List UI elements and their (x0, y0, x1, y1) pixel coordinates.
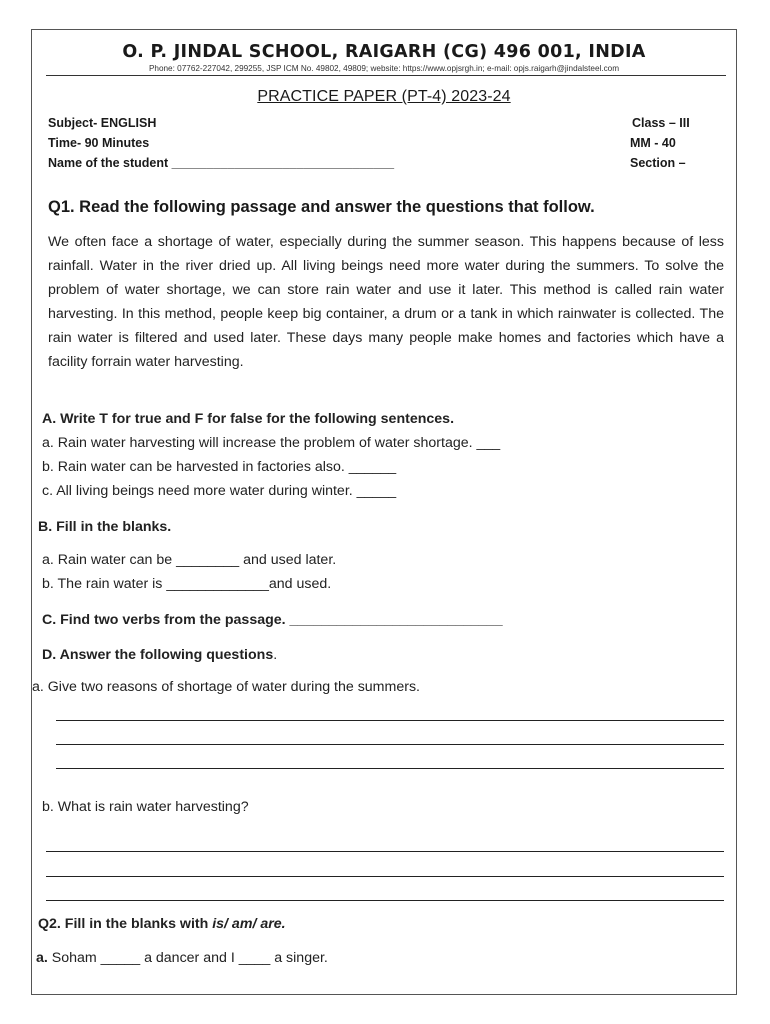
answer-line (56, 768, 724, 769)
school-name: O. P. JINDAL SCHOOL, RAIGARH (CG) 496 001, INDIA (122, 42, 646, 62)
q1-heading: Q1. Read the following passage and answer the questions that follow. (48, 198, 595, 216)
section-b-heading: B. Fill in the blanks. (38, 519, 172, 535)
answer-line (46, 900, 724, 901)
header-divider (46, 75, 726, 76)
question-paper-page (31, 29, 737, 995)
section-a-heading: A. Write T for true and F for false for the following sentences. (42, 411, 455, 427)
section-b-item: b. The rain water is _____________and used. (42, 576, 332, 592)
section-d-heading-text: D. Answer the following questions (42, 647, 274, 663)
q2-item-a (36, 950, 328, 966)
question-d-a: a. Give two reasons of shortage of water during the summers. (32, 679, 420, 695)
section-label: Section – (630, 156, 686, 170)
reading-passage: We often face a shortage of water, especially during the summer season. This happens because of less rainfall. Water in the river dried up. All living beings need more water during the summers. To solve the problem of water shortage, we can store rain water and use it later. This method is called rain water harvesting. In this method, people keep big container, a drum or a tank in which rainwater is collected. The rain water is filtered and used later. These days many people make homes and factories which have a facility forrain water harvesting. (48, 234, 724, 370)
section-a-item: a. Rain water harvesting will increase the problem of water shortage. ___ (42, 435, 501, 451)
student-name-field: Name of the student ________________________________ (48, 156, 395, 170)
section-a-item: b. Rain water can be harvested in factories also. ______ (42, 459, 397, 475)
answer-line (56, 720, 724, 721)
class-label: Class – III (632, 116, 690, 130)
q2-heading-options: is/ am/ are. (212, 916, 286, 932)
paper-title: PRACTICE PAPER (PT-4) 2023-24 (257, 88, 511, 105)
q2-item-a-text: Soham _____ a dancer and I ____ a singer. (47, 950, 328, 966)
answer-line (56, 744, 724, 745)
q2-heading-text: Q2. Fill in the blanks with (38, 916, 213, 932)
subject-label: Subject- ENGLISH (48, 116, 157, 130)
q2-heading (38, 916, 286, 932)
q2-item-a-letter: a. (36, 950, 48, 966)
answer-line (46, 876, 724, 877)
time-label: Time- 90 Minutes (48, 136, 150, 150)
answer-line (46, 851, 724, 852)
question-d-b: b. What is rain water harvesting? (42, 799, 249, 815)
section-a-item: c. All living beings need more water during winter. _____ (42, 483, 397, 499)
section-d-heading (42, 647, 277, 663)
school-contact-line: Phone: 07762-227042, 299255, JSP ICM No. 49802, 49809; website: https://www.opjsrgh.in; e-mail: opjs.raigarh@jindalsteel.com (148, 64, 620, 73)
section-d-heading-period: . (273, 647, 278, 663)
section-c-heading: C. Find two verbs from the passage. ___________________________ (42, 612, 503, 628)
max-marks-label: MM - 40 (630, 136, 676, 150)
section-b-item: a. Rain water can be ________ and used later. (42, 552, 337, 568)
